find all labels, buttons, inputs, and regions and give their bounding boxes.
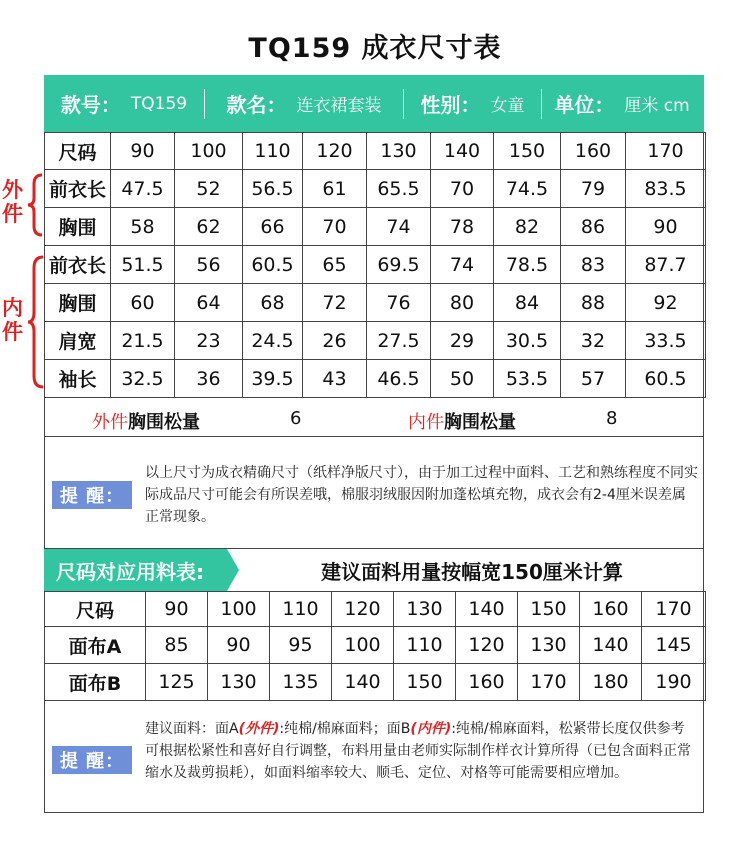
value-cell: 58 [111, 208, 175, 246]
row-label: 胸围 [45, 208, 111, 246]
fabric-row [45, 627, 706, 664]
size-table [44, 132, 706, 398]
outer-brace-icon [26, 172, 46, 238]
size-cell: 90 [111, 133, 175, 170]
value-cell: 57 [561, 360, 626, 398]
value-cell: 51.5 [111, 246, 175, 284]
measure-row [45, 360, 706, 398]
value-cell: 62 [175, 208, 243, 246]
fabric-table [44, 591, 706, 701]
page-title: TQ159 成衣尺寸表 [248, 33, 502, 64]
value-cell: 87.7 [626, 246, 706, 284]
value-cell: 53.5 [494, 360, 561, 398]
inner-tag: (内件) [410, 721, 452, 737]
fabric-header-row [45, 592, 706, 627]
reminder-badge: 提 醒： [52, 746, 132, 774]
header-gender [404, 75, 541, 132]
measure-row [45, 170, 706, 208]
header-key: 款名： [226, 93, 287, 117]
value-cell: 32 [561, 322, 626, 360]
value-cell: 72 [303, 284, 367, 322]
fabric-band-text: 建议面料用量按幅宽150厘米计算 [321, 559, 623, 584]
value-cell: 60.5 [243, 246, 303, 284]
row-label: 面布B [45, 664, 146, 701]
value-cell: 33.5 [626, 322, 706, 360]
value-cell: 47.5 [111, 170, 175, 208]
value-cell: 66 [243, 208, 303, 246]
value-cell: 46.5 [367, 360, 431, 398]
size-cell: 130 [367, 133, 431, 170]
value-cell: 140 [580, 627, 642, 664]
row-label: 胸围 [45, 284, 111, 322]
value-cell: 90 [208, 627, 270, 664]
size-header-label: 尺码 [45, 133, 111, 170]
size-cell: 140 [431, 133, 494, 170]
value-cell: 145 [642, 627, 706, 664]
value-cell: 82 [494, 208, 561, 246]
header-style-no [44, 75, 204, 132]
value-cell: 79 [561, 170, 626, 208]
fabric-row [45, 664, 706, 701]
header-value: TQ159 [130, 93, 188, 114]
header-value: 连衣裙套装 [296, 96, 382, 116]
size-cell: 100 [175, 133, 243, 170]
inner-garment-label: 内件 [2, 296, 23, 344]
size-cell: 90 [146, 592, 208, 627]
value-cell: 83.5 [626, 170, 706, 208]
value-cell: 100 [332, 627, 394, 664]
value-cell: 74 [431, 246, 494, 284]
value-cell: 74.5 [494, 170, 561, 208]
header-key: 款号： [60, 93, 121, 117]
header-value: 女童 [490, 96, 525, 116]
value-cell: 36 [175, 360, 243, 398]
size-cell: 120 [303, 133, 367, 170]
value-cell: 170 [518, 664, 580, 701]
size-cell: 110 [270, 592, 332, 627]
value-cell: 64 [175, 284, 243, 322]
outer-ease-value: 6 [290, 408, 302, 429]
value-cell: 135 [270, 664, 332, 701]
value-cell: 180 [580, 664, 642, 701]
outer-garment-label: 外件 [2, 178, 23, 226]
size-cell: 120 [332, 592, 394, 627]
note-mid: :纯棉/棉麻面料；面B [279, 721, 411, 737]
outer-ease-text: 胸围松量 [128, 412, 200, 433]
value-cell: 110 [394, 627, 456, 664]
value-cell: 26 [303, 322, 367, 360]
band-arrow [227, 549, 239, 591]
info-header [44, 75, 704, 132]
value-cell: 56 [175, 246, 243, 284]
divider [44, 436, 704, 437]
size-cell: 130 [394, 592, 456, 627]
inner-ease-value: 8 [606, 408, 618, 429]
header-style-name [205, 75, 403, 132]
measure-row [45, 208, 706, 246]
value-cell: 150 [394, 664, 456, 701]
size-cell: 150 [494, 133, 561, 170]
header-divider [403, 89, 404, 119]
size-header-row [45, 133, 706, 170]
header-divider [204, 89, 205, 119]
inner-ease-prefix: 内件 [408, 412, 444, 433]
reminder-badge: 提 醒： [52, 481, 132, 509]
value-cell: 21.5 [111, 322, 175, 360]
measure-row [45, 322, 706, 360]
inner-ease-text: 胸围松量 [444, 412, 516, 433]
value-cell: 130 [518, 627, 580, 664]
value-cell: 125 [146, 664, 208, 701]
value-cell: 70 [303, 208, 367, 246]
value-cell: 78.5 [494, 246, 561, 284]
value-cell: 76 [367, 284, 431, 322]
inner-ease-label [408, 408, 516, 434]
value-cell: 39.5 [243, 360, 303, 398]
value-cell: 85 [146, 627, 208, 664]
outer-ease-label [92, 408, 200, 434]
header-key: 单位： [554, 93, 615, 117]
value-cell: 61 [303, 170, 367, 208]
value-cell: 69.5 [367, 246, 431, 284]
value-cell: 74 [367, 208, 431, 246]
size-cell: 170 [642, 592, 706, 627]
inner-brace-icon [26, 254, 46, 390]
value-cell: 68 [243, 284, 303, 322]
fabric-header-label: 尺码 [45, 592, 146, 627]
value-cell: 190 [642, 664, 706, 701]
value-cell: 140 [332, 664, 394, 701]
value-cell: 65.5 [367, 170, 431, 208]
fabric-band-label: 尺码对应用料表: [44, 549, 227, 591]
header-value: 厘米 cm [624, 96, 690, 116]
size-cell: 160 [561, 133, 626, 170]
value-cell: 95 [270, 627, 332, 664]
value-cell: 83 [561, 246, 626, 284]
value-cell: 60.5 [626, 360, 706, 398]
value-cell: 27.5 [367, 322, 431, 360]
measure-row [45, 246, 706, 284]
value-cell: 50 [431, 360, 494, 398]
row-label: 前衣长 [45, 246, 111, 284]
fabric-reminder-text [145, 718, 698, 784]
row-label: 前衣长 [45, 170, 111, 208]
value-cell: 43 [303, 360, 367, 398]
value-cell: 70 [431, 170, 494, 208]
row-label: 面布A [45, 627, 146, 664]
value-cell: 160 [456, 664, 518, 701]
outer-ease-prefix: 外件 [92, 412, 128, 433]
value-cell: 32.5 [111, 360, 175, 398]
outer-tag: (外件) [238, 721, 280, 737]
reminder-text: 以上尺寸为成衣精确尺寸（纸样净版尺寸），由于加工过程中面料、工艺和熟练程度不同实际成品尺寸可能会有所误差哦，棉服羽绒服因附加蓬松填充物，成衣会有2-4厘米误差属正常现象。 [145, 465, 698, 525]
value-cell: 90 [626, 208, 706, 246]
value-cell: 60 [111, 284, 175, 322]
header-unit [542, 75, 702, 132]
value-cell: 86 [561, 208, 626, 246]
header-key: 性别： [420, 93, 481, 117]
row-label: 肩宽 [45, 322, 111, 360]
value-cell: 92 [626, 284, 706, 322]
value-cell: 65 [303, 246, 367, 284]
value-cell: 88 [561, 284, 626, 322]
measure-row [45, 284, 706, 322]
note-prefix: 建议面料：面A [145, 721, 239, 737]
value-cell: 84 [494, 284, 561, 322]
value-cell: 120 [456, 627, 518, 664]
size-cell: 140 [456, 592, 518, 627]
row-label: 袖长 [45, 360, 111, 398]
value-cell: 78 [431, 208, 494, 246]
value-cell: 23 [175, 322, 243, 360]
size-cell: 150 [518, 592, 580, 627]
size-cell: 170 [626, 133, 706, 170]
size-cell: 110 [243, 133, 303, 170]
value-cell: 24.5 [243, 322, 303, 360]
value-cell: 29 [431, 322, 494, 360]
value-cell: 130 [208, 664, 270, 701]
size-cell: 100 [208, 592, 270, 627]
value-cell: 56.5 [243, 170, 303, 208]
value-cell: 30.5 [494, 322, 561, 360]
value-cell: 80 [431, 284, 494, 322]
value-cell: 52 [175, 170, 243, 208]
header-divider [541, 89, 542, 119]
note-rest: :纯棉/棉麻面料，松紧带长度仅供参考可根据松紧性和喜好自行调整，布料用量由老师实际制作样衣计算所得（已包含面料正常缩水及裁剪损耗），如面料缩率较大、顺毛、定位、对格等可能需要相应增加。 [145, 721, 691, 781]
fabric-band [44, 549, 704, 592]
size-cell: 160 [580, 592, 642, 627]
